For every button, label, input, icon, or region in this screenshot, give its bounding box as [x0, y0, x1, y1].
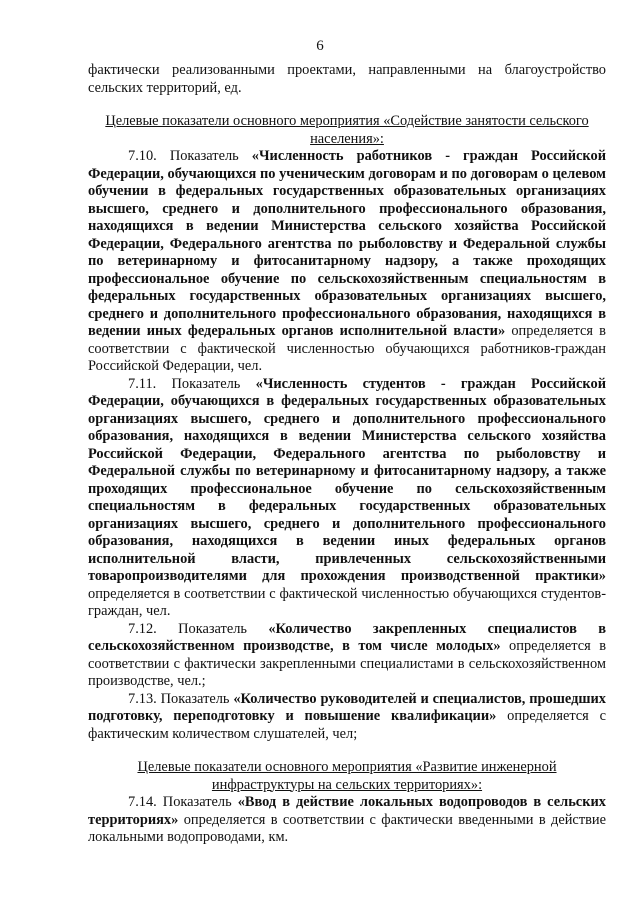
paragraph-7-12 [88, 621, 606, 691]
item-number: 7.14. [128, 794, 157, 810]
item-title: «Количество руководителей и специалистов, прошедших подготовку, переподготовку и повышение квалификации» [88, 690, 606, 724]
section-heading-infrastructure: Целевые показатели основного мероприятия «Развитие инженерной инфраструктуры на сельских территориях»: [137, 759, 557, 793]
item-lead: Показатель [162, 794, 232, 810]
item-number: 7.13. [128, 690, 157, 707]
item-title: «Ввод в действие локальных водопроводов в сельских территориях» [88, 794, 606, 828]
paragraph-7-13 [88, 691, 606, 744]
item-lead: Показатель [171, 375, 241, 392]
document-body [88, 62, 606, 847]
item-tail: определяется в соответствии с фактически введенными в действие локальными водопроводами, км. [88, 811, 606, 845]
item-lead: Показатель [169, 148, 239, 164]
item-lead: Показатель [160, 690, 230, 707]
item-title: «Количество закрепленных специалистов в сельскохозяйственном производстве, в том числе молодых» [88, 620, 606, 654]
item-tail: определяется в соответствии с фактической численностью обучающихся работников-граждан Российской Федерации, чел. [88, 323, 606, 374]
item-number: 7.11. [128, 375, 157, 392]
item-tail: определяется в соответствии с фактически закрепленными специалистами в сельскохозяйственном производстве, чел.; [88, 638, 606, 689]
paragraph-7-14 [88, 794, 606, 847]
section-heading-employment: Целевые показатели основного мероприятия «Содействие занятости сельского населения»: [105, 113, 589, 147]
paragraph-7-10 [88, 148, 606, 376]
intro-paragraph: фактически реализованными проектами, направленными на благоустройство сельских территорий, ед. [88, 62, 606, 96]
item-lead: Показатель [178, 620, 247, 637]
paragraph-7-11 [88, 376, 606, 621]
item-title: «Численность студентов - граждан Российской Федерации, обучающихся в федеральных государственных образовательных организациях высшего, среднего и дополнительного профессионального образования, находящихся в ведении Министерства сельского хозяйства Российской Федерации, Федерального агентства по рыболовству и Федеральной службы по ветеринарному и фитосанитарному надзору, а также проходящих профессиональное обучение по сельскохозяйственным специальностям в федеральных государственных образовательных организациях высшего, среднего и дополнительного профессионального образования, находящихся в ведении иных федеральных органов исполнительной власти, привлеченных сельскохозяйственными товаропроизводителями для прохождения производственной практики» [88, 375, 606, 584]
item-number: 7.12. [128, 620, 157, 637]
item-title: «Численность работников - граждан Российской Федерации, обучающихся по ученическим договорам и по договорам о целевом обучении в федеральных государственных образовательных организациях высшего, среднего и дополнительного профессионального образования, находящихся в ведении Министерства сельского хозяйства Российской Федерации, Федерального агентства по рыболовству и Федеральной службы по ветеринарному и фитосанитарному надзору, а также проходящих профессиональное обучение по сельскохозяйственным специальностям в федеральных государственных образовательных организациях высшего, среднего и дополнительного профессионального образования, находящихся в ведении иных федеральных органов исполнительной власти» [88, 148, 606, 339]
page-number: 6 [316, 38, 324, 54]
item-number: 7.10. [128, 148, 157, 164]
item-tail: определяется в соответствии с фактической численностью обучающихся студентов-граждан, чел. [88, 585, 606, 619]
item-tail: определяется с фактическим количеством слушателей, чел; [88, 708, 606, 742]
